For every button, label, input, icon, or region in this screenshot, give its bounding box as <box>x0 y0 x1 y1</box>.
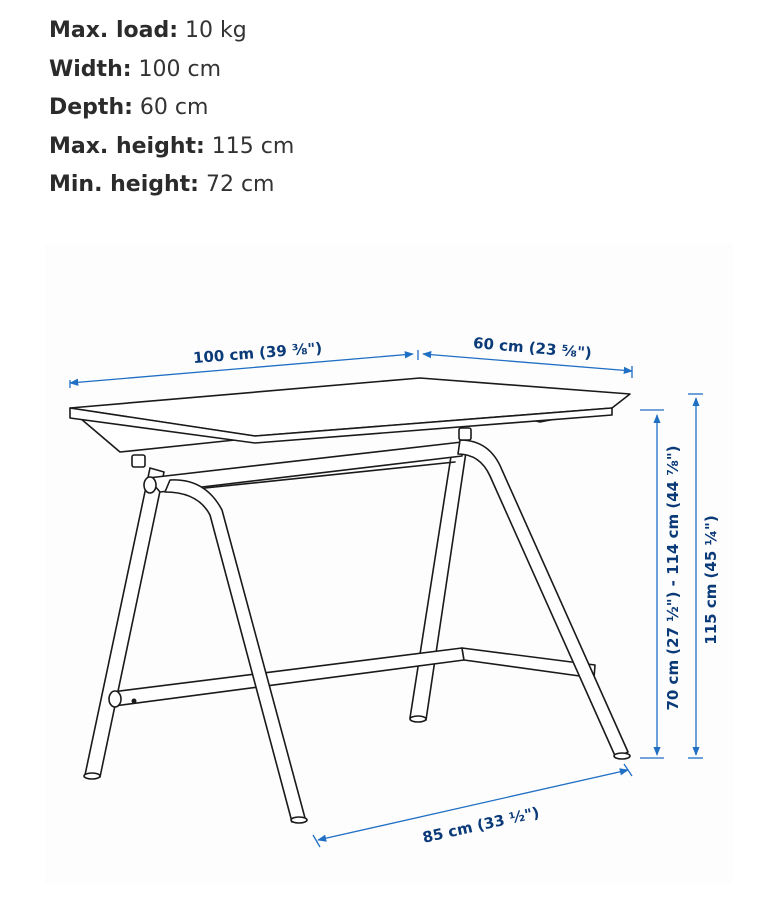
depth-dimension-label: 60 cm (23 ⅝") <box>472 333 593 363</box>
upper-bar-end-cap <box>144 477 156 493</box>
width-dimension-label: 100 cm (39 ⅜") <box>192 338 323 368</box>
bolt-icon <box>132 699 137 704</box>
left-back-leg <box>85 468 164 777</box>
spec-value: 72 cm <box>205 172 275 197</box>
spec-label: Depth: <box>49 95 133 120</box>
spec-label: Max. height: <box>49 133 205 159</box>
total-height-dimension-label: 115 cm (45 ¼") <box>702 515 720 645</box>
desk-illustration <box>70 378 630 823</box>
crossbar-end-cap <box>109 691 121 707</box>
spec-label: Min. height: <box>49 172 199 197</box>
spec-label: Max. load: <box>49 18 178 43</box>
left-height-adjuster <box>132 455 145 467</box>
left-front-leg <box>165 480 305 822</box>
right-front-leg <box>458 440 628 758</box>
spec-value: 10 kg <box>185 18 247 43</box>
right-back-leg <box>410 450 466 720</box>
spec-value: 100 cm <box>138 56 222 82</box>
base-depth-extension-left <box>313 835 320 847</box>
left-front-foot <box>291 817 307 823</box>
base-depth-dimension-label: 85 cm (33 ½") <box>420 803 541 847</box>
height-range-dimension-label: 70 cm (27 ½") - 114 cm (44 ⅞") <box>664 445 682 711</box>
spec-value: 115 cm <box>211 133 295 159</box>
left-back-foot <box>84 773 100 779</box>
spec-label: Width: <box>49 56 132 82</box>
right-front-foot <box>614 753 630 759</box>
right-back-foot <box>410 716 426 722</box>
right-height-adjuster <box>459 428 471 440</box>
lower-front-crossbar <box>112 648 464 706</box>
spec-value: 60 cm <box>139 95 209 120</box>
